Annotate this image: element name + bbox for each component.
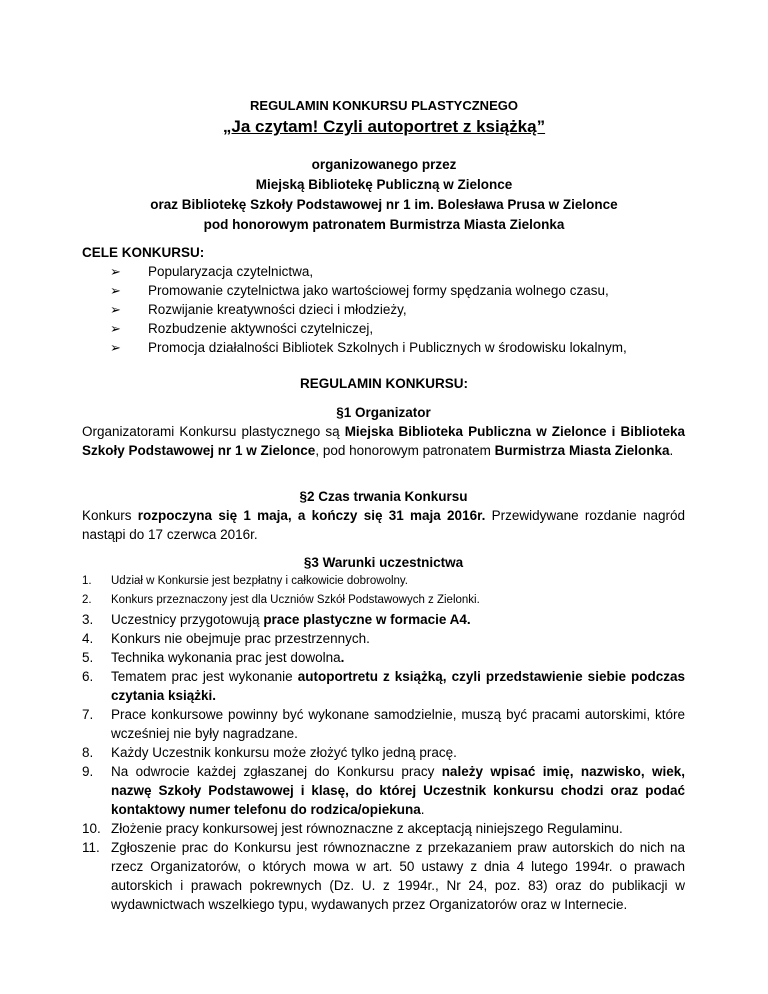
goal-item xyxy=(82,319,702,338)
goals-section xyxy=(82,243,702,357)
condition-item xyxy=(82,762,685,819)
condition-text-bold: prace plastyczne w formacie A4. xyxy=(263,612,471,627)
condition-text: Konkurs przeznaczony jest dla Uczniów Szkół Podstawowych z Zielonki. xyxy=(111,594,480,606)
section-duration xyxy=(82,487,685,544)
condition-text: . xyxy=(420,802,425,817)
organizers-block xyxy=(0,155,768,235)
condition-item xyxy=(82,629,685,648)
body-text: Konkurs xyxy=(82,508,138,523)
condition-number: 5. xyxy=(82,650,94,665)
condition-item xyxy=(82,705,685,743)
condition-number: 4. xyxy=(82,631,94,646)
condition-text: Prace konkursowe powinny być wykonane samodzielnie, muszą być pracami autorskimi, które wcześniej nie były nagradzane. xyxy=(111,707,685,741)
condition-text-bold: należy wpisać imię, nazwisko, wiek, nazwę Szkoły Podstawowej i klasę, do której Uczestnik konkursu chodzi oraz podać kontaktowy numer telefonu do rodzica/opiekuna xyxy=(111,764,685,817)
organizers-line: organizowanego przez xyxy=(311,157,457,172)
condition-text: Tematem prac jest wykonanie xyxy=(111,669,298,684)
condition-item xyxy=(82,572,685,591)
condition-item xyxy=(82,743,685,762)
condition-number: 6. xyxy=(82,669,94,684)
organizers-line: oraz Bibliotekę Szkoły Podstawowej nr 1 im. Bolesława Prusa w Zielonce xyxy=(150,197,618,212)
condition-item xyxy=(82,610,685,629)
condition-item xyxy=(82,591,685,610)
goal-item xyxy=(82,281,702,300)
body-text: , pod honorowym patronatem xyxy=(315,443,495,458)
arrow-bullet-icon: ➢ xyxy=(110,340,121,355)
section-conditions xyxy=(82,553,685,914)
condition-number: 2. xyxy=(82,594,92,606)
arrow-bullet-icon: ➢ xyxy=(110,302,121,317)
section-heading: §2 Czas trwania Konkursu xyxy=(299,489,468,504)
goal-text: Promocja działalności Bibliotek Szkolnych i Publicznych w środowisku lokalnym, xyxy=(148,340,627,355)
section-organizer xyxy=(82,403,685,460)
arrow-bullet-icon: ➢ xyxy=(110,321,121,336)
contest-name: „Ja czytam! Czyli autoportret z książką” xyxy=(222,117,546,136)
condition-text: Konkurs nie obejmuje prac przestrzennych. xyxy=(111,631,370,646)
goal-text: Popularyzacja czytelnictwa, xyxy=(148,264,314,279)
goal-item xyxy=(82,300,702,319)
condition-item xyxy=(82,667,685,705)
body-text-bold: Miejska Biblioteka Publiczna w Zielonce i Biblioteka Szkoły Podstawowej nr 1 w Zielonce xyxy=(82,424,685,458)
arrow-bullet-icon: ➢ xyxy=(110,283,121,298)
document-title: REGULAMIN KONKURSU PLASTYCZNEGO xyxy=(250,98,518,113)
body-text-bold: Burmistrza Miasta Zielonka xyxy=(494,443,670,458)
condition-item xyxy=(82,648,685,667)
condition-number: 11. xyxy=(82,840,100,855)
condition-item xyxy=(82,838,685,914)
goal-text: Rozbudzenie aktywności czytelniczej, xyxy=(148,321,374,336)
arrow-bullet-icon: ➢ xyxy=(110,264,121,279)
goal-item xyxy=(82,338,702,357)
rules-heading: REGULAMIN KONKURSU: xyxy=(300,376,468,391)
condition-text: Złożenie pracy konkursowej jest równoznaczne z akceptacją niniejszego Regulaminu. xyxy=(111,821,623,836)
condition-text: Każdy Uczestnik konkursu może złożyć tylko jedną pracę. xyxy=(111,745,457,760)
body-text: Przewidywane rozdanie nagród nastąpi do 17 czerwca 2016r. xyxy=(82,508,685,542)
condition-text: Na odwrocie każdej zgłaszanej do Konkursu pracy xyxy=(111,764,442,779)
condition-text: Uczestnicy przygotowują xyxy=(111,612,264,627)
condition-number: 10. xyxy=(82,821,101,836)
goal-text: Promowanie czytelnictwa jako wartościowej formy spędzania wolnego czasu, xyxy=(148,283,609,298)
condition-number: 9. xyxy=(82,764,94,779)
condition-text: Zgłoszenie prac do Konkursu jest równoznaczne z przekazaniem praw autorskich do nich na rzecz Organizatorów, o których mowa w art. 50 ustawy z dnia 4 lutego 1994r. o prawach autorskich i prawach pokrewnych (Dz. U. z 1994r., Nr 24, poz. 83) oraz do publikacji w wydawnictwach wszelkiego typu, wydawanych przez Organizatorów oraz w Internecie. xyxy=(111,840,685,912)
goal-text: Rozwijanie kreatywności dzieci i młodzieży, xyxy=(148,302,407,317)
conditions-list xyxy=(82,572,685,914)
condition-text-bold: . xyxy=(340,650,345,665)
section-heading: §1 Organizator xyxy=(336,405,431,420)
body-text-bold: rozpoczyna się 1 maja, a kończy się 31 maja 2016r. xyxy=(137,508,486,523)
body-text: . xyxy=(669,443,674,458)
organizers-line: Miejską Bibliotekę Publiczną w Zielonce xyxy=(255,177,513,192)
condition-item xyxy=(82,819,685,838)
goal-item xyxy=(82,262,702,281)
condition-text: Udział w Konkursie jest bezpłatny i całkowicie dobrowolny. xyxy=(111,575,409,587)
section-heading: §3 Warunki uczestnictwa xyxy=(303,555,464,570)
organizers-line: pod honorowym patronatem Burmistrza Miasta Zielonka xyxy=(203,217,565,232)
section-body xyxy=(82,422,685,460)
condition-text-bold: autoportretu z książką, czyli przedstawienie siebie podczas czytania książki. xyxy=(111,669,686,703)
condition-number: 1. xyxy=(82,575,92,587)
condition-text: Technika wykonania prac jest dowolna xyxy=(111,650,341,665)
condition-number: 8. xyxy=(82,745,94,760)
goals-heading: CELE KONKURSU: xyxy=(82,245,205,260)
condition-number: 7. xyxy=(82,707,94,722)
body-text: Organizatorami Konkursu plastycznego są xyxy=(82,424,345,439)
section-body xyxy=(82,506,685,544)
condition-number: 3. xyxy=(82,612,94,627)
